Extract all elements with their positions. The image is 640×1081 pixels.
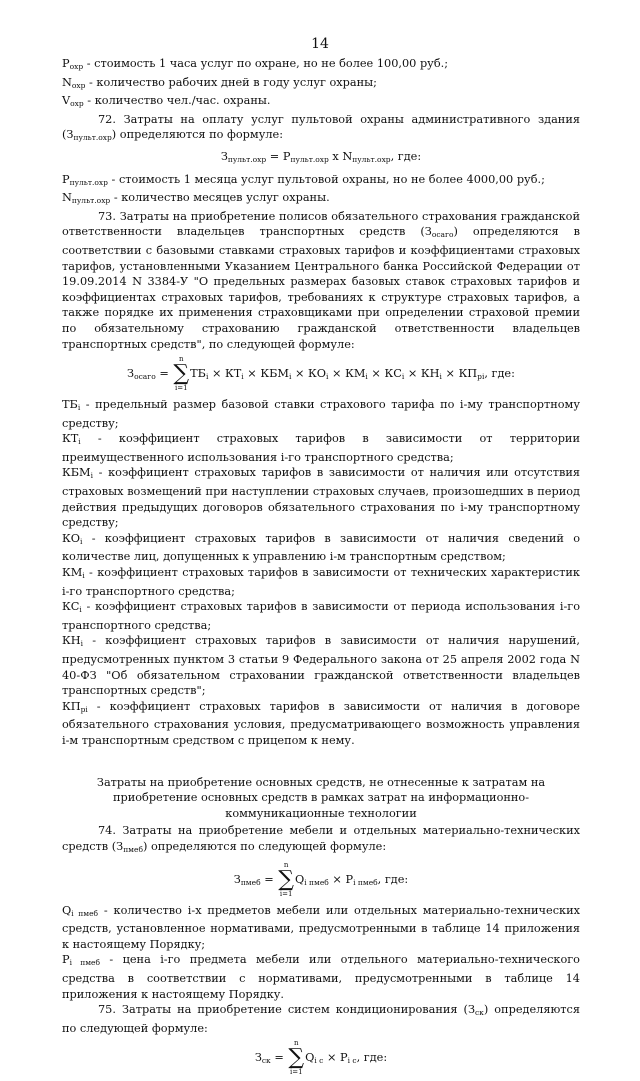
term-subscript: пульт.охр [71, 196, 111, 206]
sum-sign [173, 355, 189, 393]
term-definition: - предельный размер базовой ставки страхового тарифа по i-му транспортному средству; [62, 398, 580, 430]
paragraph [62, 190, 580, 209]
term-subscript: i [90, 471, 94, 481]
term-definition: - стоимость 1 месяца услуг пультовой охраны, но не более 4000,00 руб.; [107, 172, 545, 186]
term-symbol: N [62, 75, 72, 89]
inline-subscript: ск [474, 1008, 484, 1018]
paragraph [62, 565, 580, 599]
formula-subscript: пульт.охр [352, 154, 391, 164]
formula-subscript: i [205, 372, 209, 382]
formula-subscript: осаго [134, 372, 156, 382]
term-symbol: V [62, 94, 71, 108]
formula-lhs: З [127, 367, 135, 381]
equals-sign: = [155, 367, 173, 381]
paragraph-text: 73. Затраты на приобретение полисов обязательного страхования гражданской ответственности владельцев транспортных средств (З [62, 209, 580, 239]
formula-term: , где: [377, 872, 409, 886]
term-symbol: Q [62, 903, 72, 917]
document-body [62, 56, 580, 1081]
term-definition: - количество i-х предметов мебели или отдельных материально-технических средств, установленное нормативами, предусмотренными в таблице 14 приложения к настоящему Порядку; [62, 903, 580, 951]
sum-upper-limit: n [294, 1039, 299, 1048]
term-subscript: i [77, 403, 81, 413]
paragraph-text: 75. Затраты на приобретение систем кондиционирования (З [98, 1003, 475, 1017]
term-symbol: КТ [62, 432, 79, 446]
paragraph [62, 209, 580, 352]
formula-lhs: З [233, 872, 241, 886]
formula-term: × КТ [208, 367, 242, 381]
term-symbol: P [62, 953, 70, 967]
sum-sign [278, 861, 294, 899]
term-subscript: i [82, 571, 85, 581]
paragraph [62, 823, 580, 857]
formula-term: × P [328, 872, 354, 886]
equals-sign: = [260, 872, 278, 886]
formula-subscript: i [326, 372, 329, 382]
paragraph [62, 903, 580, 953]
paragraph-text: ) определяются в соответствии с базовыми ставками страховых тарифов и коэффициентами страховых тарифов, установленными Указанием Центрального банка Российской Федерации от 19.09.2014 N 3384-У "О предельных размерах базовых ставок страховых тарифов и коэффициентах страховых тарифов, требованиях к структуре страховых тарифов, а также порядке их применения страховщиками при определении страховой премии по обязательному страхованию гражданской ответственности владельцев транспортных средств", по следующей формуле: [62, 225, 580, 351]
term-definition: - коэффициент страховых тарифов в зависимости от наличия нарушений, предусмотренных пунктом 3 статьи 9 Федерального закона от 25 апреля 2002 года N 40-ФЗ "Об обязательном страховании гражданской ответственности владельцев транспортных средств"; [62, 634, 580, 698]
formula-term: З [220, 149, 228, 163]
term-definition: - количество рабочих дней в году услуг охраны; [85, 75, 377, 89]
term-subscript: i [80, 536, 83, 546]
term-subscript: охр [70, 99, 84, 109]
formula-subscript: ск [261, 1056, 271, 1066]
formula-subscript: пульт.охр [227, 154, 267, 164]
term-symbol: КО [62, 531, 81, 545]
formula-subscript: pi [477, 372, 485, 382]
paragraph-text: ) определяются по следующей формуле: [142, 839, 387, 853]
term-symbol: КБМ [62, 466, 91, 480]
formula-term: , где: [356, 1051, 388, 1065]
term-symbol: КМ [62, 566, 83, 580]
paragraph [62, 599, 580, 633]
formula-subscript: i пмеб [353, 877, 378, 887]
term-definition: - коэффициент страховых тарифов в зависимости от территории преимущественного использования i-го транспортного средства; [62, 432, 580, 464]
term-subscript: i [78, 437, 81, 447]
term-subscript: охр [71, 80, 86, 90]
term-definition: - количество чел./час. охраны. [83, 94, 271, 108]
term-definition: - коэффициент страховых тарифов в зависимости от наличия или отсутствия страховых возмещений при наступлении страховых случаев, произошедших в период действия предыдущих договоров обязательного страхования по i-му транспортному средству; [62, 466, 580, 530]
paragraph [62, 75, 580, 94]
term-subscript: i [80, 639, 84, 649]
formula-term: х N [328, 149, 353, 163]
formula-subscript: пульт.охр [290, 154, 329, 164]
formula [62, 355, 580, 393]
term-subscript: pi [80, 704, 88, 714]
paragraph [62, 531, 580, 565]
formula-term: × КС [367, 367, 402, 381]
term-subscript: охр [69, 62, 84, 71]
term-symbol: КС [62, 600, 80, 614]
formula-term: × P [323, 1051, 348, 1065]
inline-subscript: пульт.охр [73, 133, 112, 143]
sigma-icon: ∑ [173, 361, 190, 387]
term-definition: - стоимость 1 часа услуг по охране, но не более 100,00 руб.; [83, 57, 449, 70]
formula-term: , где: [484, 367, 515, 381]
paragraph [62, 112, 580, 146]
formula-term: × КН [404, 367, 440, 381]
paragraph [62, 952, 580, 1002]
formula-term: × КМ [328, 367, 366, 381]
term-definition: - коэффициент страховых тарифов в зависимости от наличия сведений о количестве лиц, допущенных к управлению i-м транспортным средством; [62, 531, 580, 564]
formula-subscript: i пмеб [304, 877, 329, 887]
sum-upper-limit: n [283, 860, 289, 869]
term-definition: - количество месяцев услуг охраны. [110, 191, 330, 205]
sigma-icon: ∑ [288, 1045, 305, 1071]
formula-subscript: i [241, 372, 244, 382]
paragraph [62, 431, 580, 465]
paragraph [62, 93, 580, 112]
term-symbol: ТБ [62, 398, 78, 412]
page-number: 14 [311, 36, 329, 52]
term-symbol: N [62, 191, 72, 205]
inline-subscript: осаго [431, 230, 454, 240]
sum-lower-limit: i=1 [289, 1068, 303, 1077]
formula-term: Q [305, 1051, 315, 1065]
formula-subscript: i [401, 372, 405, 382]
paragraph-text: ) определяются по формуле: [111, 128, 284, 142]
paragraph [62, 633, 580, 698]
section-heading-text: Затраты на приобретение основных средств, не отнесенные к затратам на приобретение основных средств в рамках затрат на информационно-коммуникационные технологии [96, 775, 546, 820]
formula-term: ТБ [190, 367, 206, 381]
formula-subscript: i [288, 372, 292, 382]
formula-term: Q [294, 872, 305, 886]
term-definition: - коэффициент страховых тарифов в зависимости от наличия в договоре обязательного страхования условия, предусматривающего возможность управления i-м транспортным средством с прицепом к нему. [62, 699, 580, 747]
term-symbol: Р [62, 172, 70, 186]
formula-subscript: пмеб [240, 877, 261, 887]
formula [62, 149, 580, 168]
formula-subscript: i [439, 372, 442, 382]
formula-subscript: i [365, 372, 368, 382]
section-heading [62, 775, 580, 822]
term-subscript: i пмеб [71, 908, 99, 918]
term-subscript: i [79, 605, 82, 615]
paragraph [62, 397, 580, 431]
sum-sign [288, 1039, 304, 1077]
formula-subscript: i с [314, 1056, 324, 1066]
formula-term: × КП [441, 367, 478, 381]
formula [62, 1039, 580, 1077]
sum-lower-limit: i=1 [174, 384, 188, 393]
formula-subscript: i с [347, 1056, 357, 1066]
term-definition: - коэффициент страховых тарифов в зависимости от периода использования i-го транспортного средства; [62, 600, 580, 632]
term-symbol: P [62, 57, 70, 70]
formula [62, 861, 580, 899]
sum-upper-limit: n [178, 355, 184, 364]
formula-term: = Р [266, 149, 291, 163]
equals-sign: = [270, 1051, 288, 1065]
paragraph [62, 56, 580, 75]
formula-term: × КБМ [243, 367, 289, 381]
paragraph-text: ) определяются по следующей формуле: [62, 1003, 580, 1035]
formula-term: , где: [390, 149, 422, 163]
term-symbol: КН [62, 634, 81, 648]
paragraph [62, 1002, 580, 1036]
paragraph-text: 74. Затраты на приобретение мебели и отдельных материально-технических средств (З [62, 824, 580, 853]
paragraph-text: 72. Затраты на оплату услуг пультовой охраны административного здания (З [62, 112, 580, 142]
paragraph [62, 172, 580, 191]
formula-lhs: З [254, 1051, 262, 1065]
inline-subscript: пмеб [123, 844, 143, 854]
term-subscript: пульт.охр [69, 177, 108, 187]
paragraph [62, 465, 580, 530]
sum-lower-limit: i=1 [279, 889, 293, 898]
term-definition: - цена i-го предмета мебели или отдельного материально-технического средства в соответствии с нормативами, предусмотренными в таблице 14 приложения к настоящему Порядку. [62, 953, 580, 1001]
term-subscript: i пмеб [69, 958, 100, 968]
sigma-icon: ∑ [278, 866, 294, 892]
term-definition: - коэффициент страховых тарифов в зависимости от технических характеристик i-го транспортного средства; [62, 566, 580, 598]
formula-term: × КО [291, 367, 327, 381]
term-symbol: КП [62, 699, 81, 713]
paragraph [62, 699, 580, 749]
